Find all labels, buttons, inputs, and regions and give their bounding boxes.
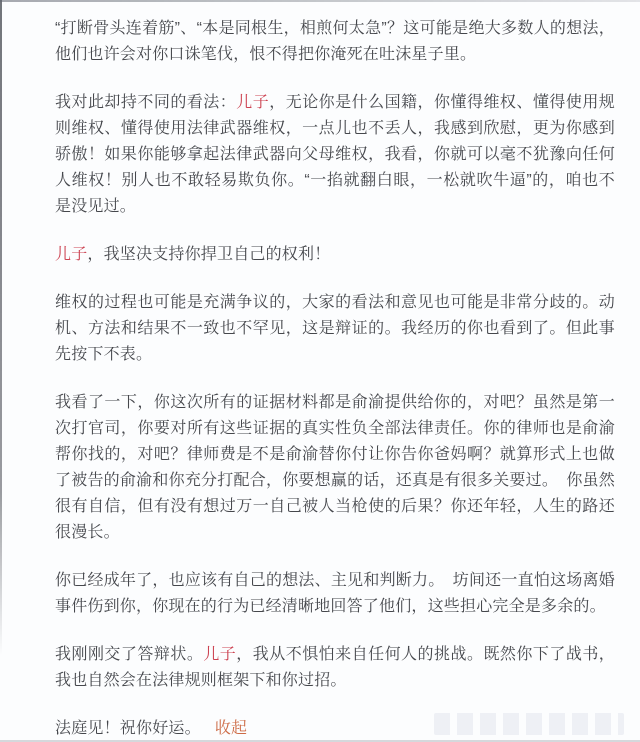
paragraph-text: “打断骨头连着筋”、“本是同根生，相煎何太急”？这可能是绝大多数人的想法，他们也许会对你口诛笔伐，恨不得把你淹死在吐沫星子里。 [55, 20, 615, 63]
paragraph-intro [55, 16, 615, 68]
paragraph-text: 你已经成年了，也应该有自己的想法、主见和判断力。 坊间还一直怕这场离婚事件伤到你，你现在的行为已经清晰地回答了他们，这些担心完全是多余的。 [55, 572, 615, 615]
paragraph-closing [55, 716, 615, 742]
left-edge-artifact [0, 0, 2, 655]
paragraph-text: 我刚刚交了答辩状。 [55, 646, 204, 663]
paragraph-text: 我看了一下，你这次所有的证据材料都是俞渝提供给你的，对吧？虽然是第一次打官司，你要对所有这些证据的真实性负全部法律责任。你的律师也是俞渝帮你找的，对吧？律师费是不是俞渝替你付让你告你爸妈啊？就算形式上也做了被告的俞渝和你充分打配合，你要想赢的话，还真是有很多关要过。 你虽然很有自信，但有没有想过万一自己被人当枪使的后果？你还年轻，人生的路还很漫长。 [55, 394, 615, 541]
collapse-link[interactable]: 收起 [214, 720, 248, 737]
son-highlight: 儿子 [203, 646, 237, 663]
top-edge-artifact [0, 0, 640, 2]
son-highlight: 儿子 [55, 246, 88, 263]
paragraph-adult [55, 568, 615, 620]
paragraph-text: 我对此却持不同的看法： [55, 94, 237, 111]
paragraph-opinion [55, 90, 615, 220]
paragraph-text: ，无论你是什么国籍，你懂得维权、懂得使用规则维权、懂得使用法律武器维权，一点儿也不丢人，我感到欣慰，更为你感到骄傲！如果你能够拿起法律武器向父母维权，我看，你就可以毫不犹豫向任何人维权！别人也不敢轻易欺负你。“一掐就翻白眼，一松就吹牛逼”的，咱也不是没见过。 [55, 94, 616, 215]
paragraph-text: ，我坚决支持你捍卫自己的权利！ [87, 246, 331, 263]
paragraph-reply [55, 642, 615, 694]
son-highlight: 儿子 [236, 94, 270, 111]
paragraph-text: ，我从不惧怕来自任何人的挑战。既然你下了战书，我也自然会在法律规则框架下和你过招。 [55, 646, 615, 689]
paragraph-dispute [55, 290, 615, 368]
paragraph-evidence [55, 390, 615, 546]
paragraph-support [55, 242, 615, 268]
paragraph-text: 维权的过程也可能是充满争议的，大家的看法和意见也可能是非常分歧的。动机、方法和结果不一致也不罕见，这是辩证的。我经历的你也看到了。但此事先按下不表。 [55, 294, 615, 363]
paragraph-text: 法庭见！祝你好运。 [55, 720, 201, 737]
